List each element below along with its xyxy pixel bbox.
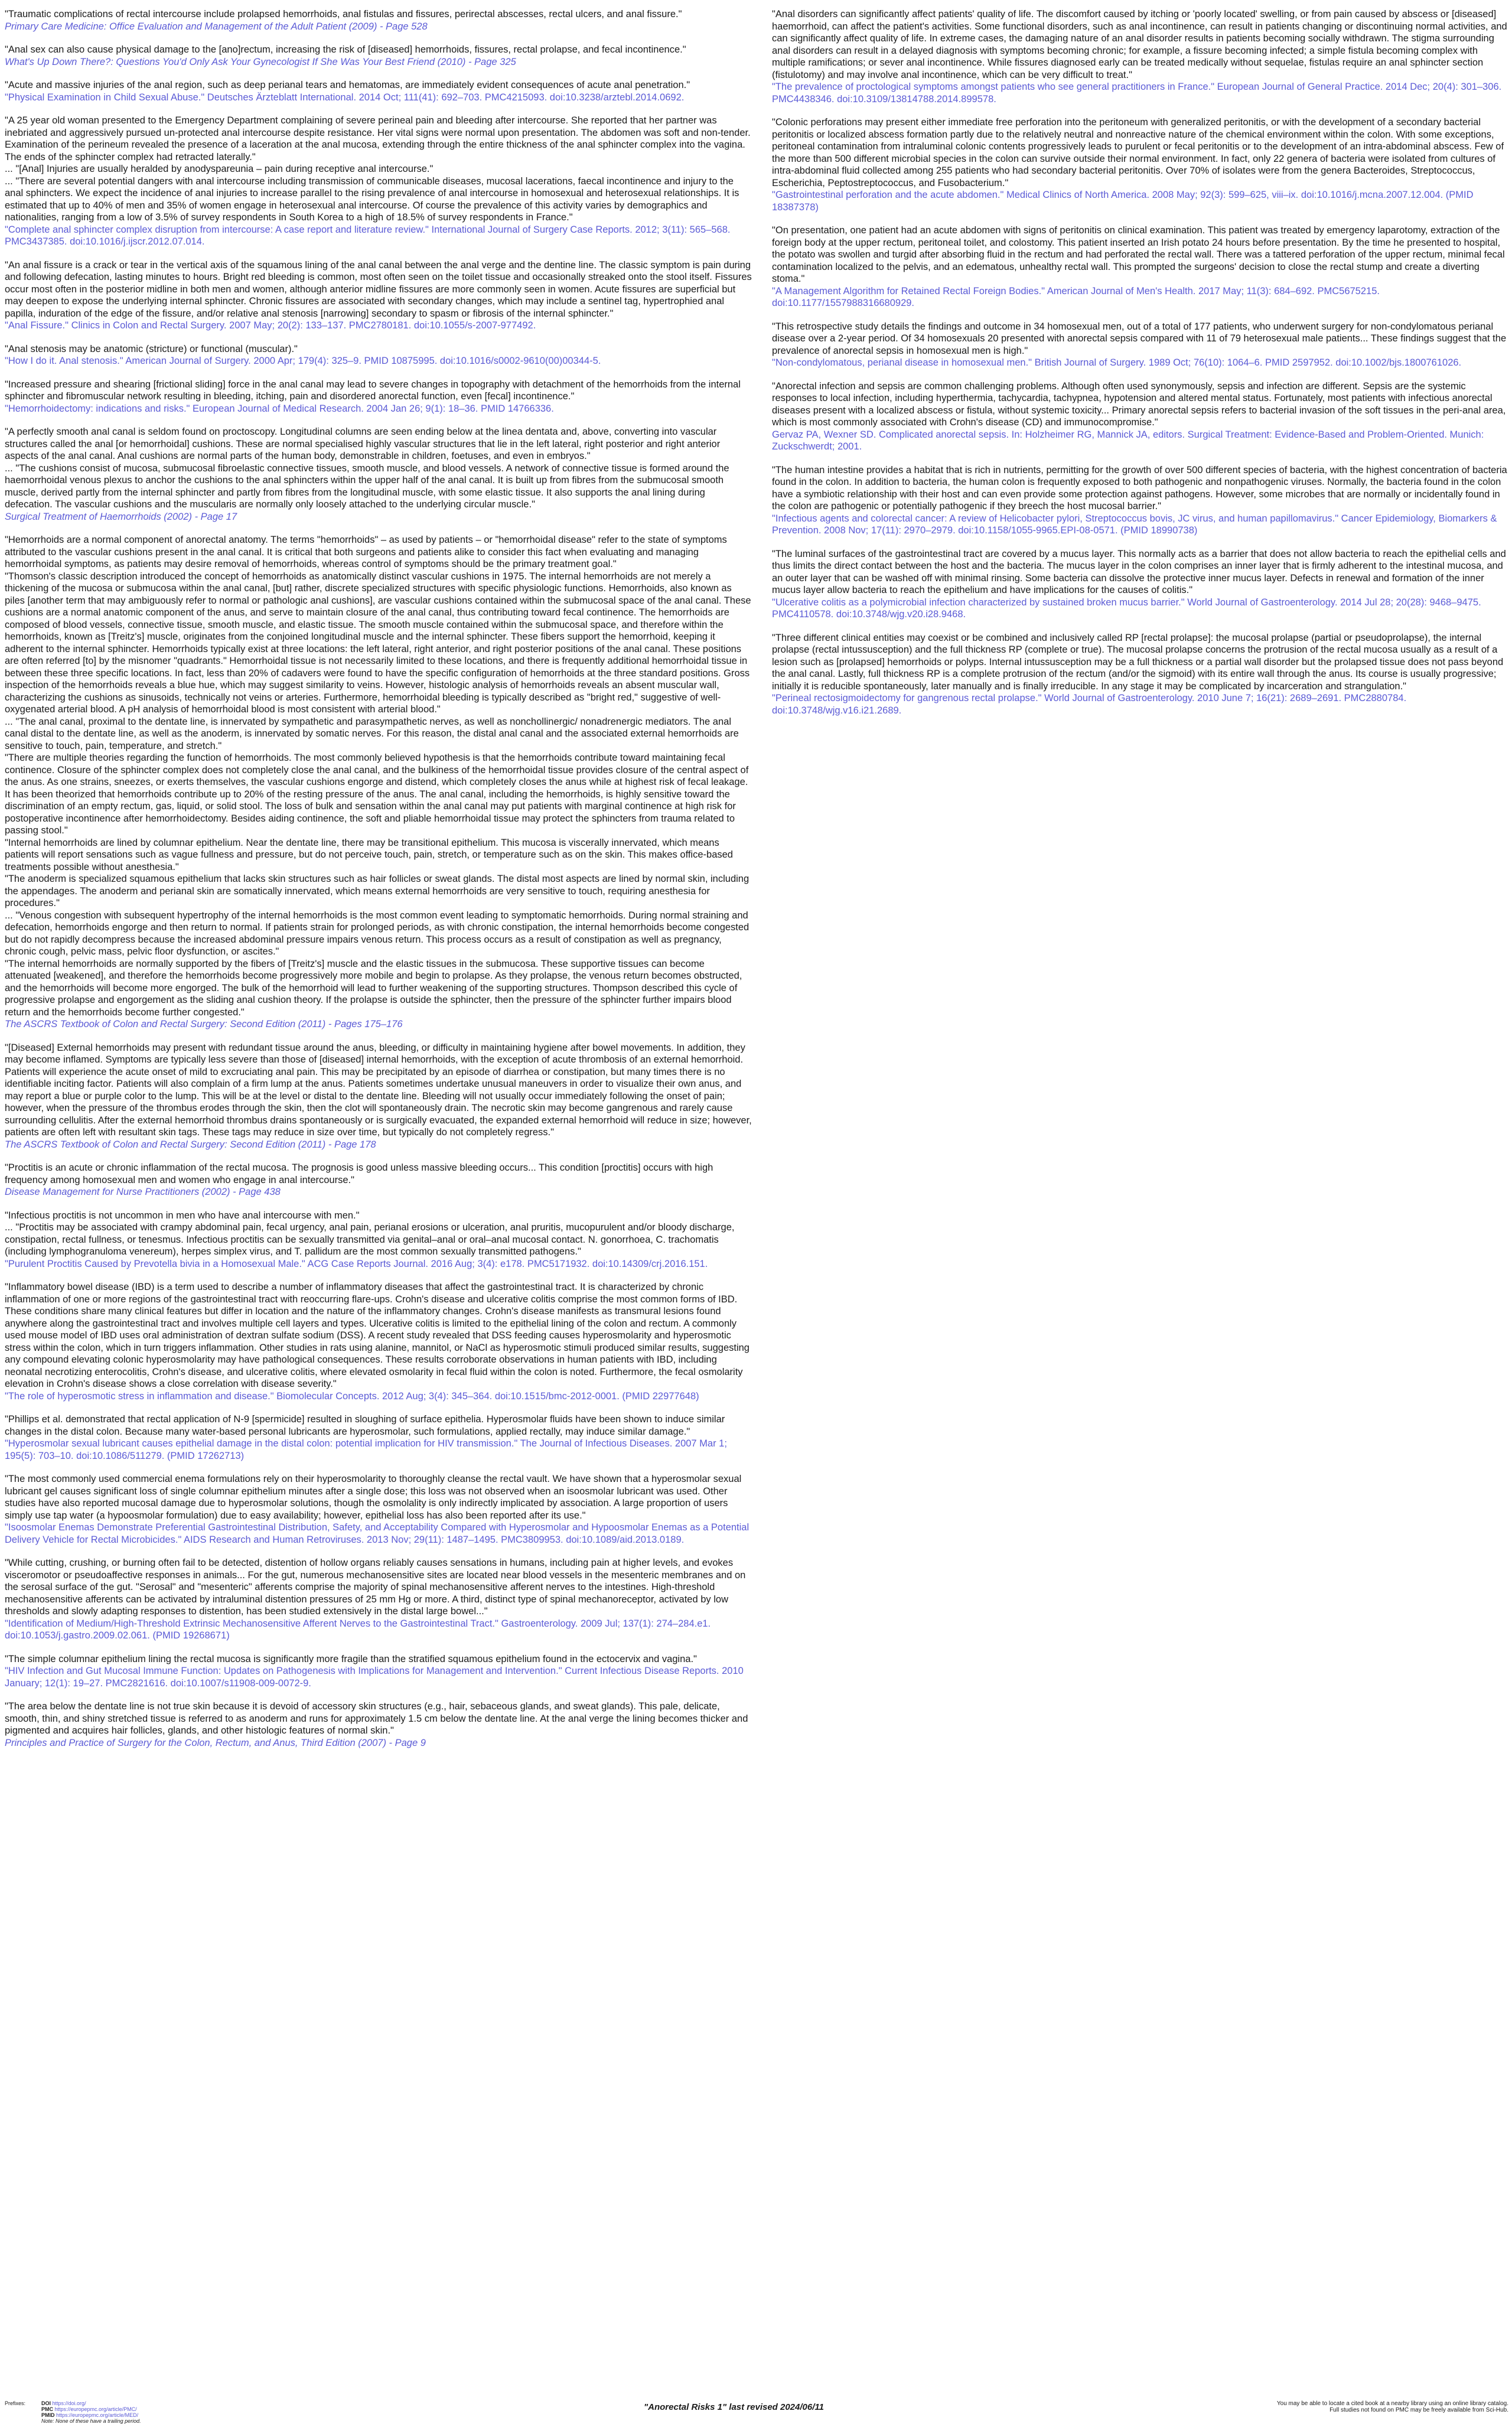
quote-entry (5, 1700, 752, 1749)
citation-link[interactable]: "A Management Algorithm for Retained Rectal Foreign Bodies." American Journal of Men's Health. 2017 May; 11(3): 684–692. PMC5675215. doi:10.1177/1557988316680929. (772, 285, 1380, 308)
quote-text: "Infectious proctitis is not uncommon in men who have anal intercourse with men." (5, 1210, 360, 1221)
prefix-url[interactable]: https://europepmc.org/article/PMC/ (54, 2406, 137, 2412)
citation-link[interactable]: "How I do it. Anal stenosis." American Journal of Surgery. 2000 Apr; 179(4): 325–9. PMID 10875995. doi:10.1016/s0002-9610(00)00344-5. (5, 356, 601, 366)
quote-entry (772, 116, 1507, 213)
quote-text: ... "The cushions consist of mucosa, submucosal fibroelastic connective tissues, smooth muscle, and blood vessels. A network of connective tissue is formed around the haemorrhoidal venous plexus to anchor the cushions to the anal sphincters within the upper half of the anal canal. It is built up from fibres from the submucosal smooth muscle, derived partly from the internal sphincter and partly from fibres from the longitudinal muscle, with some elastic tissue. It also supports the anal lining during defecation. The vascular cushions and the muscularis are normally only loosely attached to the underlying circular muscle." (5, 462, 729, 510)
citation-link[interactable]: The ASCRS Textbook of Colon and Rectal Surgery: Second Edition (2011) - Pages 175–176 (5, 1019, 403, 1029)
quote-text: ... "Venous congestion with subsequent hypertrophy of the internal hemorrhoids is the most common event leading to symptomatic hemorrhoids. During normal straining and defecation, hemorrhoids engorge and then return to normal. If patients strain for prolonged periods, as with chronic constipation, the internal hemorrhoids become congested but do not rapidly decompress because the increased abdominal pressure impairs venous return. This process occurs as a result of constipation as well as pregnancy, chronic cough, pelvic mass, pelvic floor dysfunction, or ascites." (5, 910, 750, 957)
quote-text: "Anal stenosis may be anatomic (stricture) or functional (muscular)." (5, 343, 298, 354)
citation-link[interactable]: "Hyperosmolar sexual lubricant causes epithelial damage in the distal colon: potential implication for HIV transmission." The Journal of Infectious Diseases. 2007 Mar 1; 195(5): 703–10. doi:10.1086/511279. (PMID 17262713) (5, 1438, 727, 1461)
quote-entry (772, 224, 1507, 309)
citation-link[interactable]: "Anal Fissure." Clinics in Colon and Rectal Surgery. 2007 May; 20(2): 133–137. PMC2780181. doi:10.1055/s-2007-977492. (5, 320, 536, 331)
quote-text: ... "Proctitis may be associated with crampy abdominal pain, fecal urgency, anal pain, perianal erosions or ulceration, anal pruritis, mucopurulent and/or bloody discharge, constipation, rectal fullness, or tenesmus. Infectious proctitis can be sexually transmitted via genital–anal or oral–anal mucosal contact. N. gonorrhoea, C. trachomatis (including lymphogranuloma venereum), herpes simplex virus, and T. pallidum are the most common sexually transmitted pathogens." (5, 1222, 735, 1257)
prefix-url[interactable]: https://doi.org/ (52, 2400, 86, 2406)
quote-entry (5, 79, 752, 103)
prefix-row-pmc (41, 2406, 242, 2412)
citation-link[interactable]: Principles and Practice of Surgery for the Colon, Rectum, and Anus, Third Edition (2007) - Page 9 (5, 1737, 426, 1748)
citation-link[interactable]: What's Up Down There?: Questions You'd Only Ask Your Gynecologist If She Was Your Best Friend (2010) - Page 325 (5, 56, 516, 67)
quote-text: "The anoderm is specialized squamous epithelium that lacks skin structures such as hair follicles or sweat glands. The distal most aspects are lined by normal skin, including the appendages. The anoderm and perianal skin are somatically innervated, which means external hemorrhoids are very sensitive to touch, requiring anesthesia for procedures." (5, 874, 750, 908)
quote-text: "This retrospective study details the findings and outcome in 34 homosexual men, out of a total of 177 patients, who underwent surgery for non-condylomatous perianal disease over a 2-year period. Of 34 homosexuals 20 presented with anorectal sepsis compared with 11 of 79 heterosexual male patients... These findings suggest that the prevalence of anorectal sepsis in homosexual men is high." (772, 321, 1507, 356)
quote-text: "Anal disorders can significantly affect patients' quality of life. The discomfort caused by itching or 'poorly located' swelling, or from pain caused by abscess or [diseased] haemorrhoid, can affect the patient's activities. Some functional disorders, such as anal incontinence, can result in patients changing or discontinuing normal activities, and can significantly affect quality of life. In extreme cases, the damaging nature of an anal disorder results in patients becoming socially withdrawn. The stigma surrounding anal disorders can result in a delayed diagnosis with symptoms becoming chronic; for example, a fissure becoming infected; a simple fistula becoming complex with multiple ramifications; or sever anal incontinence. While fissures diagnosed early can be treated medically without sequelae, fistulas require an anal sphincter section (fistulotomy) and may involve anal incontinence, which can be very difficult to treat." (772, 9, 1507, 80)
citation-link[interactable]: "Purulent Proctitis Caused by Prevotella bivia in a Homosexual Male." ACG Case Reports Journal. 2016 Aug; 3(4): e178. PMC5171932. doi:10.14309/crj.2016.151. (5, 1258, 708, 1269)
citation-link[interactable]: Surgical Treatment of Haemorrhoids (2002) - Page 17 (5, 511, 237, 522)
library-note-line: Full studies not found on PMC may be freely available from Sci-Hub. (1329, 2407, 1508, 2413)
citation-link[interactable]: "Hemorrhoidectomy: indications and risks." European Journal of Medical Research. 2004 Jan 26; 9(1): 18–36. PMID 14766336. (5, 403, 554, 414)
quote-text: "Acute and massive injuries of the anal region, such as deep perianal tears and hematomas, are immediately evident consequences of acute anal penetration." (5, 80, 690, 90)
prefix-row-pmid (41, 2412, 242, 2418)
citation-link[interactable]: "Complete anal sphincter complex disruption from intercourse: A case report and literature review." International Journal of Surgery Case Reports. 2012; 3(11): 565–568. PMC3437385. doi:10.1016/j.ijscr.2012.07.014. (5, 224, 731, 247)
prefix-note: Note: None of these have a trailing period. (41, 2418, 141, 2424)
quote-text: "Increased pressure and shearing [frictional sliding] force in the anal canal may lead to severe changes in topography with detachment of the hemorrhoids from the internal sphincter and fibromuscular network resulting in bleeding, itching, pain and disordered anorectal function, even [fecal] incontinence." (5, 379, 741, 402)
quote-entry (772, 464, 1507, 537)
quote-entry (772, 321, 1507, 369)
quote-entry (5, 1042, 752, 1151)
quote-entry (5, 1413, 752, 1462)
citation-link[interactable]: "HIV Infection and Gut Mucosal Immune Function: Updates on Pathogenesis with Implications for Management and Intervention." Current Infectious Disease Reports. 2010 January; 12(1): 19–27. PMC2821616. doi:10.1007/s11908-009-0072-9. (5, 1666, 744, 1689)
citation-link[interactable]: "Non-condylomatous, perianal disease in homosexual men." British Journal of Surgery. 1989 Oct; 76(10): 1064–6. PMID 2597952. doi:10.1002/bjs.1800761026. (772, 357, 1462, 368)
quote-entry (5, 1557, 752, 1642)
quote-text: "The most commonly used commercial enema formulations rely on their hyperosmolarity to thoroughly cleanse the rectal vault. We have shown that a hyperosmolar sexual lubricant gel causes significant loss of single columnar epithelium minutes after a single dose; this loss was not observed when an isoosmolar lubricant was used. Other studies have also reported mucosal damage due to hyperosmolar solutions, though the osmolality is only indirectly implicated by association. A large proportion of users simply use tap water (a hypoosmolar formulation) due to easy availability; however, epithelial loss has also been reported after its use." (5, 1474, 742, 1521)
quote-text: "Anorectal infection and sepsis are common challenging problems. Although often used synonymously, sepsis and infection are different. Sepsis are the systemic responses to local infection, including hyperthermia, tachycardia, tachypnea, hypotension and altered mental status. Fortunately, most patients with infectious anorectal diseases present with a localized abscess or fistula, without systemic toxicity... Primary anorectal sepsis refers to bacterial invasion of the soft tissues in the peri-anal area, which is most commonly associated with Crohn's disease (CD) and immunocompromise." (772, 380, 1506, 428)
quote-entry (5, 1473, 752, 1546)
citation-link[interactable]: Gervaz PA, Wexner SD. Complicated anorectal sepsis. In: Holzheimer RG, Mannick JA, editors. Surgical Treatment: Evidence-Based and Problem-Oriented. Munich: Zuckschwerdt; 2001. (772, 429, 1484, 452)
quote-text: "A perfectly smooth anal canal is seldom found on proctoscopy. Longitudinal columns are seen ending below at the linea dentata and, above, converting into vascular structures called the anal [or hemorrhoidal] cushions. These are normal specialised highly vascular structures that lie in the left lateral, right posterior and right anterior aspects of the anal canal. Anal cushions are normal parts of the human body, demonstrable in children, foetuses, and even in embryos." (5, 426, 721, 461)
quote-entry (5, 259, 752, 332)
citation-link[interactable]: Primary Care Medicine: Office Evaluation and Management of the Adult Patient (2009) - Page 528 (5, 21, 428, 32)
quote-text: "Hemorrhoids are a normal component of anorectal anatomy. The terms "hemorrhoids" – as used by patients – or "hemorrhoidal disease" refer to the state of symptoms attributed to the vascular cushions present in the anal canal. It is critical that both surgeons and patients alike to consider this fact when evaluating and managing hemorrhoidal symptoms, as patients may desire removal of hemorrhoids, whereas control of symptoms should be the primary treatment goal." (5, 535, 727, 569)
quote-entry (5, 534, 752, 1031)
quote-entry (772, 8, 1507, 105)
page-footer (0, 2399, 1512, 2424)
quote-text: ... "The anal canal, proximal to the dentate line, is innervated by sympathetic and parasympathetic nerves, as well as nonchollinergic/ nonadrenergic mediators. The anal canal distal to the dentate line, as well as the anoderm, is innervated by somatic nerves. For this reason, the distal anal canal and the associated external hemorrhoids are sensitive to touch, pain, temperature, and stretch." (5, 716, 739, 751)
quote-text: "Anal sex can also cause physical damage to the [ano]rectum, increasing the risk of [diseased] hemorrhoids, fissures, rectal prolapse, and fecal incontinence." (5, 44, 686, 55)
quote-text: "The simple columnar epithelium lining the rectal mucosa is significantly more fragile than the stratified squamous epithelium found in the ectocervix and vagina." (5, 1653, 697, 1664)
citation-link[interactable]: "Physical Examination in Child Sexual Abuse." Deutsches Ärzteblatt International. 2014 Oct; 111(41): 692–703. PMC4215093. doi:10.3238/arztebl.2014.0692. (5, 92, 685, 103)
citation-link[interactable]: "The role of hyperosmotic stress in inflammation and disease." Biomolecular Concepts. 2012 Aug; 3(4): 345–364. doi:10.1515/bmc-2012-0001. (PMID 22977648) (5, 1390, 699, 1402)
quote-text: "The internal hemorrhoids are normally supported by the fibers of [Treitz's] muscle and the elastic tissues in the submucosa. These supportive tissues can become attenuated [weakened], and therefore the hemorrhoids become progressively more mobile and begin to prolapse. As they prolapse, the venous return becomes obstructed, and the hemorrhoids will become more engorged. The bulk of the hemorrhoid will lead to further weakening of the supporting structures. Thompson described this cycle of progressive prolapse and engorgement as the sliding anal cushion theory. If the prolapse is outside the sphincter, then the pressure of the sphincter further impairs blood return and the hemorrhoids become further congested." (5, 958, 742, 1018)
prefixes-label: Prefixes: (5, 2400, 26, 2406)
quote-text: "An anal fissure is a crack or tear in the vertical axis of the squamous lining of the anal canal between the anal verge and the dentine line. The classic symptom is pain during and following defecation, lasting minutes to hours. Bright red bleeding is common, most often seen on the toilet tissue and occasionally streaked onto the stool itself. Fissures occur most often in the posterior midline in both men and women, although anterior midline fissures are more commonly seen in women. Acute fissures are superficial but may deepen to expose the underlying internal sphincter. Chronic fissures are associated with secondary changes, which may include a sentinel tag, hypertrophied anal papilla, induration of the edge of the fissure, and/or relative anal stenosis [narrowing] secondary to spasm or fibrosis of the internal sphincter." (5, 259, 752, 319)
left-column (5, 8, 752, 1760)
quote-text: "Thomson's classic description introduced the concept of hemorrhoids as anatomically distinct vascular cushions in 1975. The internal hemorrhoids are not merely a thickening of the mucosa or submucosa within the anal canal, [but] rather, discrete specialized structures with specific physiologic functions. Hemorrhoids, also known as piles [another term that may ambiguously refer to normal or pathologic anal cushions], are vascular cushions contained within the submucosal space of the anal canal. These cushions are a normal anatomic component of the anus, and serve to maintain closure of the anal canal, thus contributing toward fecal continence. The hemorrhoids are composed of blood vessels, connective tissue, smooth muscle, and elastic tissue. The smooth muscle contained within the submucosal space, and therefore within the hemorrhoids, known as [Treitz's] muscle, originates from the conjoined longitudinal muscle and the internal sphincter. These fibers support the hemorrhoid, keeping it adherent to the internal sphincter. Hemorrhoids typically exist at three locations: the left lateral, right anterior, and right posterior positions of the anal canal. These positions are often referred [to] by the misnomer "quadrants." Hemorrhoidal tissue is not necessarily limited to these locations, and there is frequently additional hemorrhoidal tissue in between these three specific locations. In fact, less than 20% of cadavers were found to have the specific configuration of hemorrhoids at the three standard positions. Gross inspection of the hemorrhoids reveals a blue hue, which may suggest similarity to veins. However, histologic analysis of hemorrhoids reveals an absent muscular wall, characterizing the cushions as sinusoids, technically not veins or arteries. Furthermore, hemorrhoidal bleeding is typically described as "bright red," suggestive of well-oxygenated arterial blood. A pH analysis of hemorrhoidal blood is most consistent with arterial blood." (5, 571, 751, 715)
quote-entry (5, 1162, 752, 1198)
document-title: "Anorectal Risks 1" last revised 2024/06/11 (644, 2402, 824, 2412)
quote-text: "Traumatic complications of rectal intercourse include prolapsed hemorrhoids, anal fistulas and fissures, perirectal abscesses, rectal ulcers, and anal fissure." (5, 9, 682, 19)
quote-entry (5, 8, 752, 32)
quote-text: "Colonic perforations may present either immediate free perforation into the peritoneum with generalized peritonitis, or with the development of a secondary bacterial peritonitis or localized abscess formation partly due to the relatively neutral and nonreactive nature of the chemical environment within the colon. With some exceptions, peritoneal contamination from intraluminal colonic contents progressively leads to purulent or fecal peritonitis or to the development of an intra-abdominal abscess. Few of the more than 500 different microbial species in the colon can survive outside their normal environment. In fact, only 22 genera of bacteria were isolated from cultures of intra-abdominal fluid collected among 255 patients who had secondary bacterial peritonitis. Over 70% of isolates were from the genera Bacteroides, Streptococcus, Escherichia, Peptostreptococcus, and Fusobacterium." (772, 117, 1504, 188)
quote-text: ... "[Anal] Injuries are usually heralded by anodyspareunia – pain during receptive anal intercourse." (5, 164, 434, 174)
prefix-rows (41, 2400, 242, 2424)
quote-entry (5, 115, 752, 248)
prefix-row-doi (41, 2400, 242, 2406)
prefix-key: PMID (41, 2412, 55, 2418)
citation-link[interactable]: "Infectious agents and colorectal cancer: A review of Helicobacter pylori, Streptococcus bovis, JC virus, and human papillomavirus." Cancer Epidemiology, Biomarkers & Prevention. 2008 Nov; 17(11): 2970–2979. doi:10.1158/1055-9965.EPI-08-0571. (PMID 18990738) (772, 513, 1497, 536)
quote-entry (5, 343, 752, 367)
quote-text: "The luminal surfaces of the gastrointestinal tract are covered by a mucus layer. This normally acts as a barrier that does not allow bacteria to reach the epithelial cells and thus limits the direct contact between the host and the bacteria. The mucus layer in the colon comprises an inner layer that is firmly adherent to the intestinal mucosa, and an outer layer that can be washed off with minimal rinsing. Some bacteria can dissolve the protective inner mucus layer. Defects in renewal and formation of the inner mucus layer allow bacteria to reach the epithelium and have implications for the causes of colitis." (772, 548, 1506, 595)
quote-text: ... "There are several potential dangers with anal intercourse including transmission of communicable diseases, mucosal lacerations, faecal incontinence and injury to the anal sphincters. We expect the incidence of anal injuries to increase parallel to the rising prevalence of anal intercourse in homosexual and heterosexual relationships. It is estimated that up to 40% of men and 35% of women engage in heterosexual anal intercourse. Of course the prevalence of this activity varies by demographics and nationalities, ranging from a low of 3.5% of survey respondents in South Korea to a high of 18.5% of survey respondents in France." (5, 175, 739, 223)
citation-link[interactable]: "Identification of Medium/High-Threshold Extrinsic Mechanosensitive Afferent Nerves to the Gastrointestinal Tract." Gastroenterology. 2009 Jul; 137(1): 274–284.e1. doi:10.1053/j.gastro.2009.02.061. (PMID 19268671) (5, 1618, 711, 1641)
prefix-url[interactable]: https://europepmc.org/article/MED/ (56, 2412, 139, 2418)
prefix-key: DOI (41, 2400, 51, 2406)
quote-entry (772, 632, 1507, 717)
citation-link[interactable]: "Ulcerative colitis as a polymicrobial infection characterized by sustained broken mucus barrier." World Journal of Gastroenterology. 2014 Jul 28; 20(28): 9468–9475. PMC4110578. doi:10.3748/wjg.v20.i28.9468. (772, 597, 1481, 620)
quote-entry (5, 1210, 752, 1270)
quote-entry (5, 44, 752, 68)
quote-entry (5, 1653, 752, 1690)
quote-text: "There are multiple theories regarding the function of hemorrhoids. The most commonly believed hypothesis is that the hemorrhoids contribute toward maintaining fecal continence. Closure of the sphincter complex does not completely close the anal canal, and the bulkiness of the hemorrhoidal tissue provides closure of the central aspect of the anus. As one strains, sneezes, or exerts themselves, the vascular cushions engorge and distend, which completely closes the anus while at highest risk of fecal leakage. It has been theorized that hemorrhoids contribute up to 20% of the resting pressure of the anus. The anal canal, including the hemorrhoids, is highly sensitive toward the discrimination of an empty rectum, gas, liquid, or solid stool. The loss of bulk and sensation within the anal canal may put patients with marginal continence at high risk for postoperative incontinence after hemorrhoidectomy. Besides aiding continence, the soft and pliable hemorrhoidal tissue may protect the sphincters from trauma related to passing stool." (5, 752, 749, 836)
quote-entry (5, 426, 752, 523)
citation-link[interactable]: The ASCRS Textbook of Colon and Rectal Surgery: Second Edition (2011) - Page 178 (5, 1139, 376, 1150)
quote-entry (772, 548, 1507, 621)
quote-entry (5, 1281, 752, 1402)
quote-text: "Proctitis is an acute or chronic inflammation of the rectal mucosa. The prognosis is good unless massive bleeding occurs... This condition [proctitis] occurs with high frequency among homosexual men and women who engage in anal intercourse." (5, 1162, 713, 1185)
prefix-key: PMC (41, 2406, 53, 2412)
library-note-line: You may be able to locate a cited book at a nearby library using an online library catalog. (1276, 2400, 1508, 2407)
quote-text: "A 25 year old woman presented to the Emergency Department complaining of severe perineal pain and bleeding after intercourse. She reported that her partner was inebriated and aggressively pursued un-protected anal intercourse despite resistance. Her vital signs were normal upon presentation. The abdomen was soft and non-tender. Examination of the perineum revealed the presence of a laceration at the anal mucosa, extending through the entire thickness of the anal sphincter complex into the vagina. The ends of the sphincter complex had retracted laterally." (5, 115, 751, 162)
citation-link[interactable]: "Gastrointestinal perforation and the acute abdomen." Medical Clinics of North America. 2008 May; 92(3): 599–625, viii–ix. doi:10.1016/j.mcna.2007.12.004. (PMID 18387378) (772, 190, 1474, 213)
citation-link[interactable]: "Isoosmolar Enemas Demonstrate Preferential Gastrointestinal Distribution, Safety, and Acceptability Compared with Hyperosmolar and Hypoosmolar Enemas as a Potential Delivery Vehicle for Rectal Microbicides." AIDS Research and Human Retroviruses. 2013 Nov; 29(11): 1487–1495. PMC3809953. doi:10.1089/aid.2013.0189. (5, 1522, 750, 1545)
quote-text: "Three different clinical entities may coexist or be combined and inclusively called RP [rectal prolapse]: the mucosal prolapse (partial or pseudoprolapse), the internal prolapse (rectal intussusception) and the full thickness RP (complete or true). The mucosal prolapse concerns the protrusion of the rectal mucosa usually as a result of a lesion such as [prolapsed] hemorrhoids or polyps. Internal intussusception may be a full thickness or a partial wall disorder but the prolapsed tissue does not pass beyond the anal canal. Lastly, full thickness RP is a complete protrusion of the rectum (and/or the sigmoid) with its entire wall through the anus. Its course is usually progressive; initially it is reducible spontaneously, later manually and is finally irreducible. In any stage it may be complicated by incarceration and strangulation." (772, 632, 1504, 692)
citation-link[interactable]: "The prevalence of proctological symptoms amongst patients who see general practitioners in France." European Journal of General Practice. 2014 Dec; 20(4): 301–306. PMC4438346. doi:10.3109/13814788.2014.899578. (772, 82, 1502, 105)
quote-text: "On presentation, one patient had an acute abdomen with signs of peritonitis on clinical examination. This patient was treated by emergency laparotomy, extraction of the foreign body at the upper rectum, peritoneal toilet, and colostomy. This patient inserted an Irish potato 24 hours before presentation. By the time he presented to hospital, the potato was swollen and turgid after absorbing fluid in the rectum and had perforated the rectal wall. There was a tattered perforation of the upper rectum, minimal fecal contamination localized to the pelvis, and an edematous, unhealthy rectal wall. This prompted the surgeons' decision to close the rectal stump and create a diverting stoma." (772, 225, 1505, 284)
quote-text: "[Diseased] External hemorrhoids may present with redundant tissue around the anus, bleeding, or difficulty in maintaining hygiene after bowel movements. In addition, they may become inflamed. Symptoms are typically less severe than those of [diseased] internal hemorrhoids, with the exception of acute thrombosis of an external hemorrhoid. Patients will experience the acute onset of mild to excruciating anal pain. This may be precipitated by an episode of diarrhea or constipation, but many times there is no identifiable inciting factor. Patients will also complain of a firm lump at the anus. Patients sometimes undertake unusual maneuvers in order to visualize their own anus, and may report a blue or purple color to the lump. This will be at the level or distal to the dentate line. Bleeding will not usually occur immediately following the onset of pain; however, when the pressure of the thrombus erodes through the skin, then the clot will spontaneously drain. The necrotic skin may become gangrenous and rarely cause surrounding cellulitis. After the external hemorrhoid thrombus drains spontaneously or is surgically evacuated, the expanded external hemorrhoid will reduce in size; however, patients are often left with resultant skin tags. These tags may reduce in size over time, but typically do not completely regress." (5, 1042, 752, 1138)
citation-link[interactable]: "Perineal rectosigmoidectomy for gangrenous rectal prolapse." World Journal of Gastroenterology. 2010 June 7; 16(21): 2689–2691. PMC2880784. doi:10.3748/wjg.v16.i21.2689. (772, 693, 1407, 716)
quote-text: "The area below the dentate line is not true skin because it is devoid of accessory skin structures (e.g., hair, sebaceous glands, and sweat glands). This pale, delicate, smooth, thin, and shiny stretched tissue is referred to as anoderm and runs for approximately 1.5 cm below the dentate line. At the anal verge the lining becomes thicker and pigmented and acquires hair follicles, glands, and other histologic features of normal skin." (5, 1701, 748, 1736)
quote-entry (772, 380, 1507, 453)
quote-text: "Inflammatory bowel disease (IBD) is a term used to describe a number of inflammatory diseases that affect the gastrointestinal tract. It is characterized by chronic inflammation of one or more regions of the gastrointestinal tract with reoccurring flare-ups. Crohn's disease and ulcerative colitis comprise the most common forms of IBD. These conditions share many clinical features but differ in location and the nature of the inflammatory changes. Crohn's disease manifests as transmural lesions found anywhere along the gastrointestinal tract and involves multiple cell layers and types. Ulcerative colitis is limited to the epithelial lining of the colon and rectum. A commonly used mouse model of IBD uses oral administration of dextran sulfate sodium (DSS). A recent study revealed that DSS feeding causes hyperosmolarity and hyperosmotic stress within the colon, which in turn triggers inflammation. Other studies in rats using alanine, mannitol, or NaCl as hyperosmotic stimuli produced similar results, suggesting any compound elevating colonic hyperosmolarity may have pathological consequences. These results corroborate observations in human patients with IBD, including neonatal necrotizing enterocolitis, Crohn's disease, and ulcerative colitis, where elevated osmolarity in fecal fluid within the colon is noted. Furthermore, the fecal osmolarity elevation in Crohn's disease shows a close correlation with disease severity." (5, 1282, 750, 1389)
library-note (1277, 2400, 1508, 2413)
quote-text: "Internal hemorrhoids are lined by columnar epithelium. Near the dentate line, there may be transitional epithelium. This mucosa is viscerally innervated, which means patients will report sensations such as vague fullness and pressure, but do not perceive touch, pain, stretch, or temperature such as on the skin. This makes office-based treatments possible without anesthesia." (5, 837, 733, 872)
quote-text: "Phillips et al. demonstrated that rectal application of N-9 [spermicide] resulted in sloughing of surface epithelia. Hyperosmolar fluids have been shown to induce similar changes in the distal colon. Because many water-based personal lubricants are hyperosmolar, such formulations, applied rectally, may induce similar damage." (5, 1414, 725, 1437)
citation-link[interactable]: Disease Management for Nurse Practitioners (2002) - Page 438 (5, 1187, 281, 1197)
quote-entry (5, 379, 752, 415)
right-column (772, 8, 1507, 728)
quote-text: "While cutting, crushing, or burning often fail to be detected, distention of hollow organs reliably causes sensations in humans, including pain at higher levels, and evokes visceromotor or pseudoaffective responses in animals... For the gut, numerous mechanosensitive sites are located near blood vessels in the mesenteric membranes and on the serosal surface of the gut. "Serosal" and "mesenteric" afferents comprise the majority of spinal mechanosensitive afferent nerves to the intestines. High-threshold mechanosensitive afferents can be activated by intraluminal distention pressures of 25 mm Hg or more. A third, distinct type of spinal mechanoreceptor, activated by low thresholds and slowly adapting responses to distention, has been studied extensively in the distal large bowel..." (5, 1558, 746, 1617)
quote-text: "The human intestine provides a habitat that is rich in nutrients, permitting for the growth of over 500 different species of bacteria, with the highest concentration of bacteria found in the colon. In addition to bacteria, the human colon is frequently exposed to both pathogenic and nonpathogenic viruses. Normally, the bacteria found in the colon have a symbiotic relationship with their host and can even provide some protection against pathogens. However, some microbes that are normally or incidentally found in the colon are pathogenic or potentially pathogenic if they breech the host mucosal barrier." (772, 464, 1507, 511)
